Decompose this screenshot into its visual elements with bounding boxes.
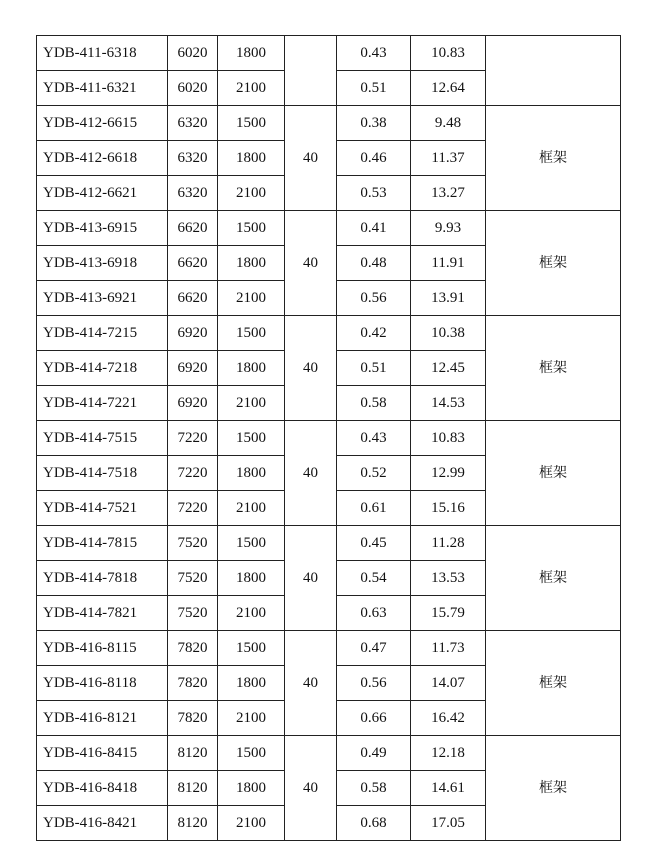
spec-table [36,35,621,841]
value-cell: 7220 [168,491,218,526]
table-row [37,526,621,561]
value-cell: 0.61 [337,491,411,526]
value-cell: 6620 [168,246,218,281]
model-cell: YDB-412-6618 [37,141,168,176]
value-cell: 6020 [168,71,218,106]
structure-cell [486,36,621,106]
value-cell: 6320 [168,141,218,176]
value-cell: 1500 [218,421,285,456]
value-cell: 2100 [218,71,285,106]
value-cell: 1800 [218,36,285,71]
value-cell: 7220 [168,421,218,456]
table-row [37,631,621,666]
value-cell: 11.28 [411,526,486,561]
model-cell: YDB-413-6921 [37,281,168,316]
value-cell: 0.56 [337,281,411,316]
value-cell: 6920 [168,351,218,386]
spec-table-body [37,36,621,841]
value-cell: 13.27 [411,176,486,211]
value-cell: 1800 [218,141,285,176]
model-cell: YDB-416-8121 [37,701,168,736]
value-cell: 10.83 [411,421,486,456]
value-cell: 1800 [218,666,285,701]
value-cell: 7520 [168,596,218,631]
value-cell: 1500 [218,316,285,351]
value-cell: 0.43 [337,421,411,456]
value-cell: 0.41 [337,211,411,246]
structure-cell: 框架 [486,736,621,841]
group-value-cell: 40 [285,526,337,631]
value-cell: 1800 [218,456,285,491]
value-cell: 0.46 [337,141,411,176]
value-cell: 12.18 [411,736,486,771]
model-cell: YDB-414-7221 [37,386,168,421]
value-cell: 12.64 [411,71,486,106]
value-cell: 16.42 [411,701,486,736]
structure-cell: 框架 [486,106,621,211]
value-cell: 0.47 [337,631,411,666]
value-cell: 6320 [168,176,218,211]
group-value-cell: 40 [285,736,337,841]
value-cell: 13.91 [411,281,486,316]
value-cell: 7520 [168,526,218,561]
value-cell: 14.07 [411,666,486,701]
value-cell: 2100 [218,176,285,211]
model-cell: YDB-414-7218 [37,351,168,386]
value-cell: 1800 [218,771,285,806]
model-cell: YDB-414-7521 [37,491,168,526]
model-cell: YDB-411-6321 [37,71,168,106]
structure-cell: 框架 [486,631,621,736]
value-cell: 2100 [218,281,285,316]
value-cell: 11.37 [411,141,486,176]
structure-cell: 框架 [486,421,621,526]
value-cell: 1500 [218,211,285,246]
value-cell: 1800 [218,246,285,281]
model-cell: YDB-416-8115 [37,631,168,666]
structure-cell: 框架 [486,316,621,421]
value-cell: 0.68 [337,806,411,841]
value-cell: 9.48 [411,106,486,141]
value-cell: 2100 [218,806,285,841]
value-cell: 1500 [218,106,285,141]
value-cell: 0.49 [337,736,411,771]
value-cell: 0.51 [337,71,411,106]
value-cell: 2100 [218,701,285,736]
value-cell: 0.54 [337,561,411,596]
value-cell: 13.53 [411,561,486,596]
model-cell: YDB-414-7815 [37,526,168,561]
group-value-cell: 40 [285,421,337,526]
value-cell: 10.83 [411,36,486,71]
value-cell: 0.42 [337,316,411,351]
value-cell: 14.61 [411,771,486,806]
model-cell: YDB-414-7515 [37,421,168,456]
value-cell: 6020 [168,36,218,71]
value-cell: 15.16 [411,491,486,526]
value-cell: 7820 [168,666,218,701]
value-cell: 1500 [218,736,285,771]
value-cell: 0.56 [337,666,411,701]
model-cell: YDB-411-6318 [37,36,168,71]
model-cell: YDB-416-8415 [37,736,168,771]
group-value-cell [285,36,337,106]
model-cell: YDB-412-6621 [37,176,168,211]
value-cell: 6320 [168,106,218,141]
table-row [37,316,621,351]
value-cell: 6620 [168,211,218,246]
model-cell: YDB-414-7821 [37,596,168,631]
value-cell: 0.43 [337,36,411,71]
value-cell: 1500 [218,526,285,561]
model-cell: YDB-414-7215 [37,316,168,351]
value-cell: 8120 [168,806,218,841]
value-cell: 0.63 [337,596,411,631]
value-cell: 0.58 [337,386,411,421]
value-cell: 0.52 [337,456,411,491]
model-cell: YDB-416-8118 [37,666,168,701]
value-cell: 12.99 [411,456,486,491]
table-row [37,106,621,141]
value-cell: 6920 [168,386,218,421]
model-cell: YDB-412-6615 [37,106,168,141]
table-row [37,736,621,771]
value-cell: 7220 [168,456,218,491]
group-value-cell: 40 [285,106,337,211]
structure-cell: 框架 [486,526,621,631]
value-cell: 7820 [168,701,218,736]
model-cell: YDB-413-6915 [37,211,168,246]
value-cell: 7520 [168,561,218,596]
value-cell: 6920 [168,316,218,351]
table-row [37,421,621,456]
value-cell: 8120 [168,771,218,806]
value-cell: 15.79 [411,596,486,631]
structure-cell: 框架 [486,211,621,316]
value-cell: 6620 [168,281,218,316]
value-cell: 12.45 [411,351,486,386]
value-cell: 11.91 [411,246,486,281]
value-cell: 2100 [218,386,285,421]
value-cell: 9.93 [411,211,486,246]
value-cell: 11.73 [411,631,486,666]
model-cell: YDB-416-8418 [37,771,168,806]
group-value-cell: 40 [285,316,337,421]
value-cell: 14.53 [411,386,486,421]
group-value-cell: 40 [285,631,337,736]
table-row [37,211,621,246]
model-cell: YDB-413-6918 [37,246,168,281]
value-cell: 17.05 [411,806,486,841]
value-cell: 10.38 [411,316,486,351]
model-cell: YDB-414-7518 [37,456,168,491]
group-value-cell: 40 [285,211,337,316]
value-cell: 2100 [218,491,285,526]
value-cell: 0.66 [337,701,411,736]
value-cell: 0.53 [337,176,411,211]
value-cell: 7820 [168,631,218,666]
value-cell: 2100 [218,596,285,631]
model-cell: YDB-416-8421 [37,806,168,841]
value-cell: 8120 [168,736,218,771]
value-cell: 0.45 [337,526,411,561]
value-cell: 1500 [218,631,285,666]
value-cell: 1800 [218,561,285,596]
value-cell: 0.48 [337,246,411,281]
model-cell: YDB-414-7818 [37,561,168,596]
value-cell: 0.58 [337,771,411,806]
table-row [37,36,621,71]
value-cell: 1800 [218,351,285,386]
value-cell: 0.51 [337,351,411,386]
value-cell: 0.38 [337,106,411,141]
